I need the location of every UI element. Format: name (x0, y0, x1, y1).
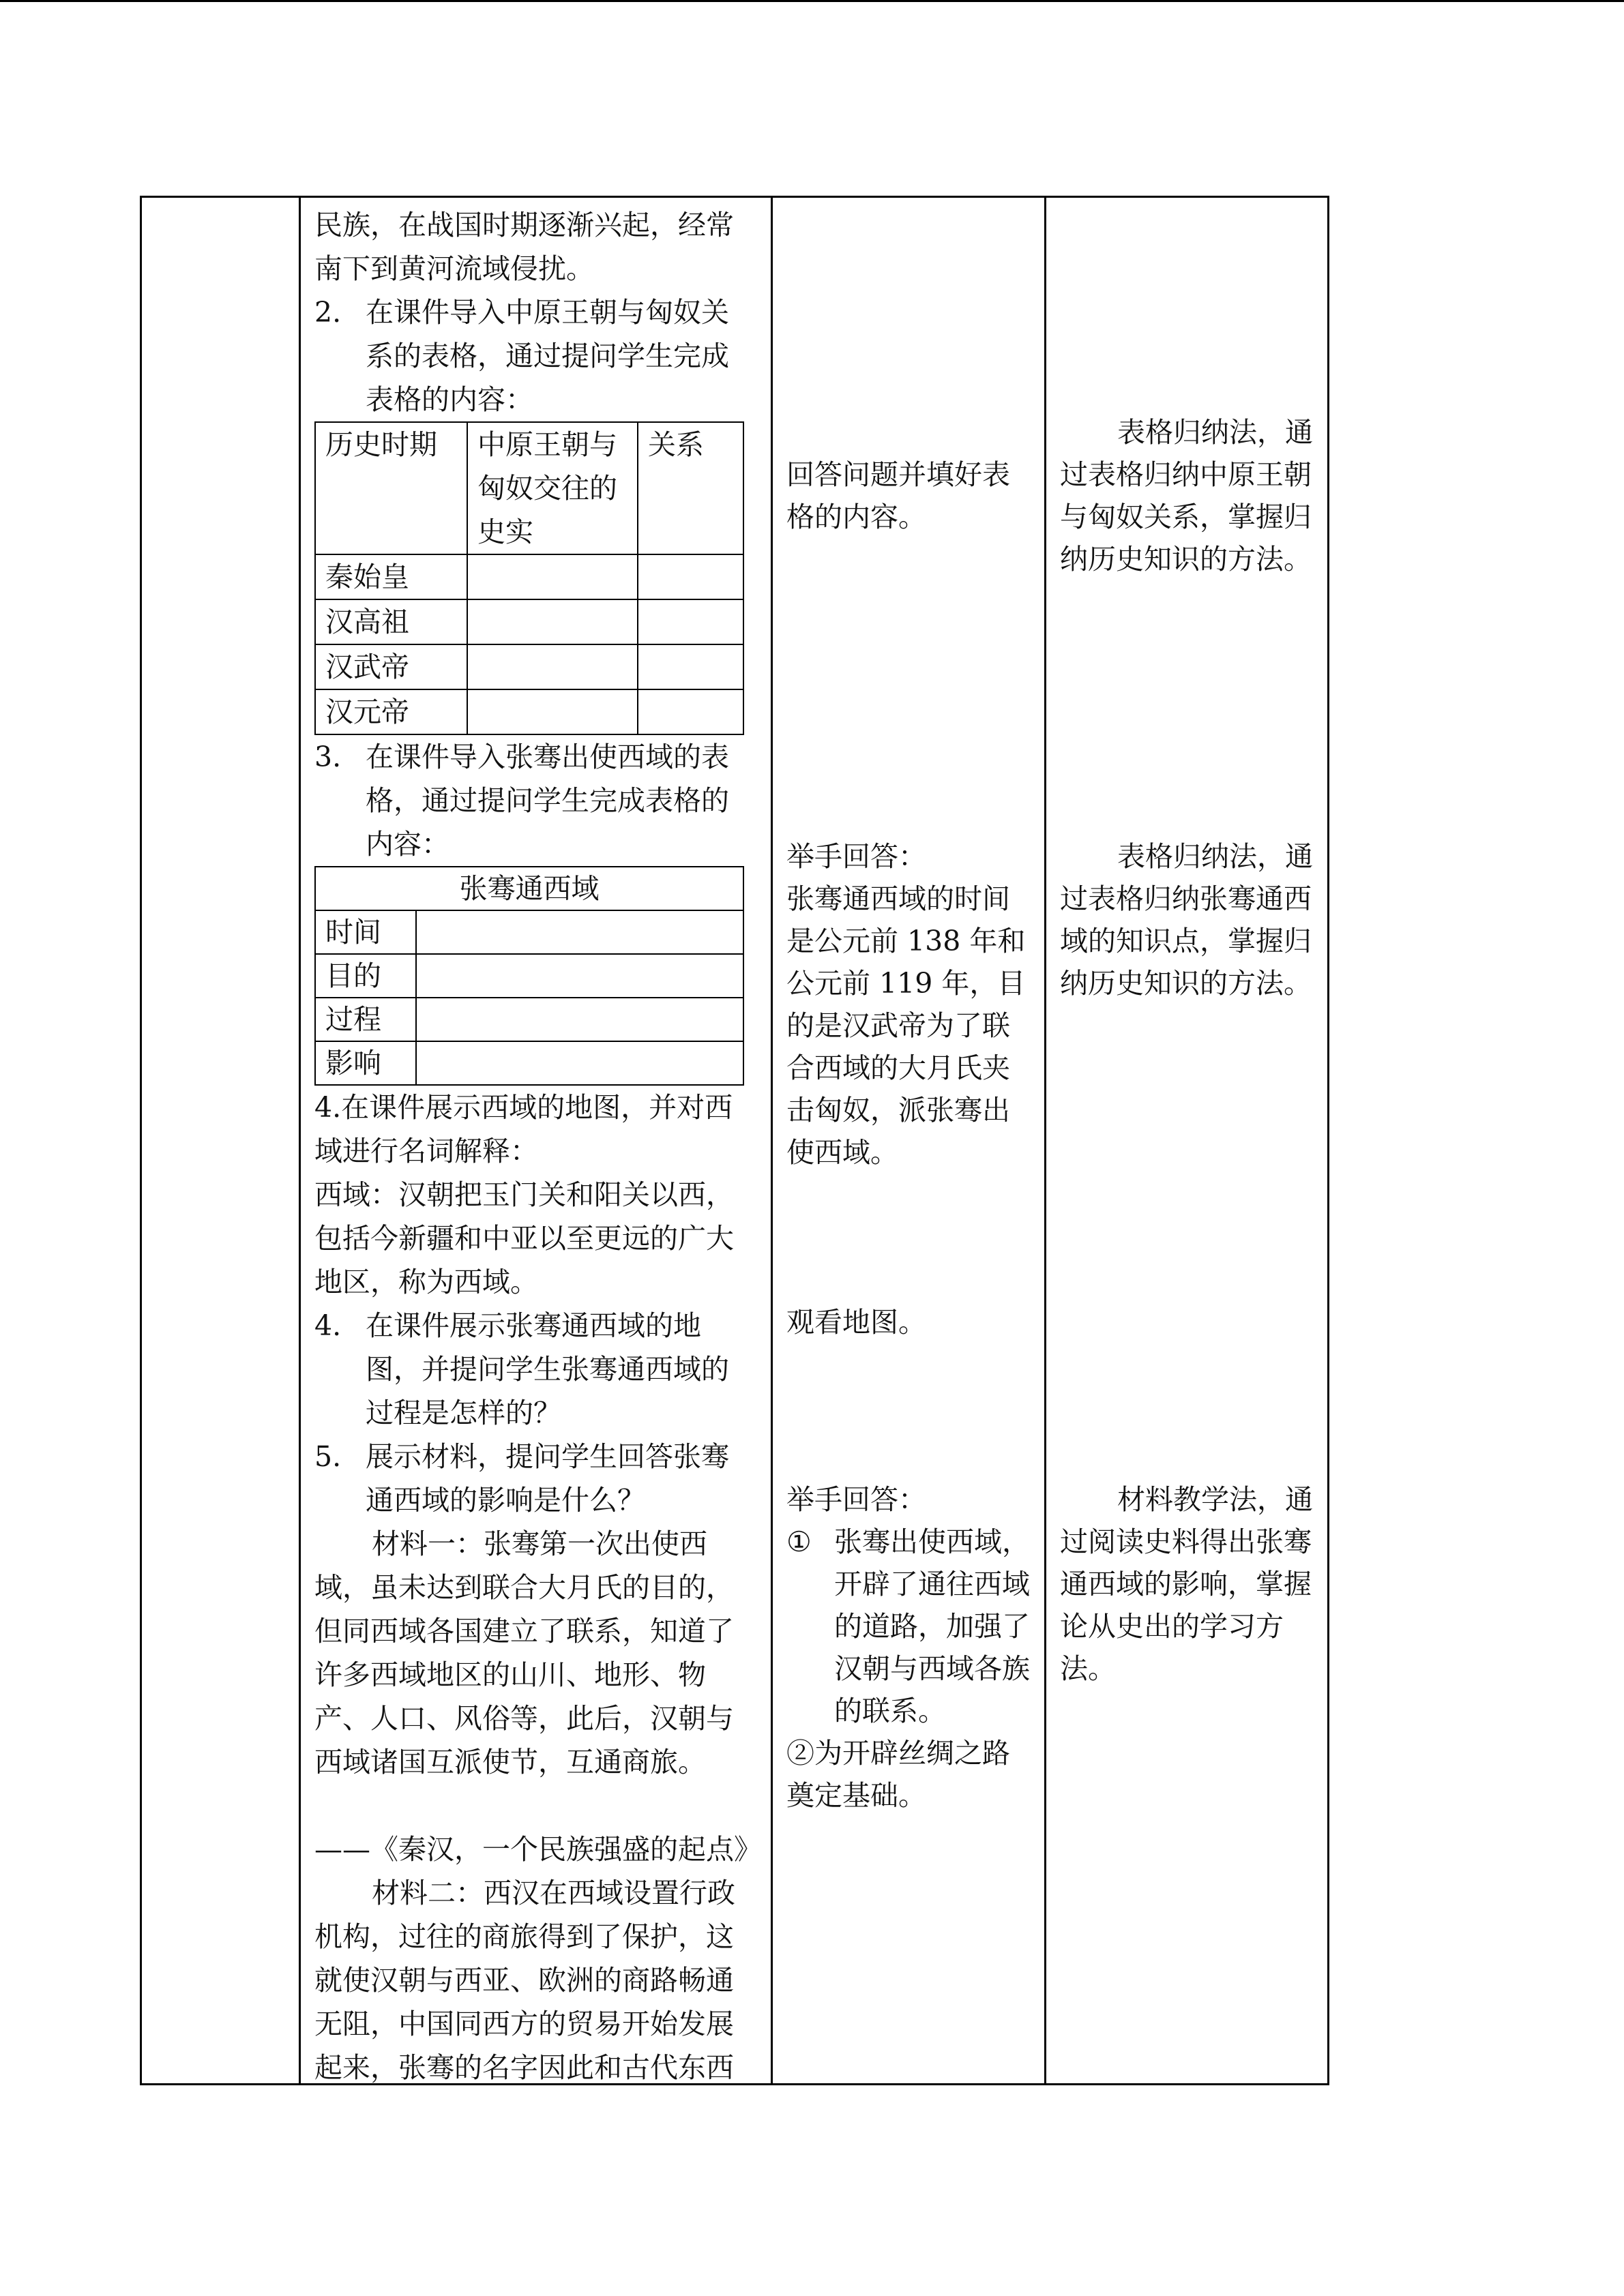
table-row (315, 954, 743, 998)
answer-watch-map: 观看地图。 (786, 1306, 926, 1339)
method-table-xiongnu: 表格归纳法，通过表格归纳中原王朝与匈奴关系，掌握归纳历史知识的方法。 (1060, 416, 1313, 576)
answer-4-item-1-number: ① (786, 1525, 812, 1558)
answer-fill-table: 回答问题并填好表格的内容。 (786, 458, 1010, 533)
intro-line-1: 民族，在战国时期逐渐兴起，经常 (314, 209, 734, 241)
table1-cell (467, 554, 638, 599)
answer-4-item-2-number: ② (786, 1737, 814, 1770)
table-row (315, 910, 743, 954)
table2-cell (416, 998, 743, 1041)
column-divider-1 (299, 198, 301, 2083)
item-2 (314, 290, 737, 421)
column-design-intent (1046, 198, 1327, 2083)
item-3-number: 3. (314, 741, 342, 773)
table-row (315, 1041, 743, 1085)
answer-4-item-1-text: 张骞出使西域，开辟了通往西域的道路，加强了汉朝与西域各族的联系。 (834, 1525, 1030, 1727)
item-3-text: 在课件导入张骞出使西域的表格，通过提问学生完成表格的内容： (366, 741, 729, 861)
table1-cell: 汉武帝 (315, 644, 467, 689)
column-student-activity (773, 198, 1044, 2083)
item-5 (314, 1435, 737, 1522)
table2-cell (416, 1041, 743, 1085)
item-2-number: 2. (314, 296, 342, 329)
method-table-zhangqian: 表格归纳法，通过表格归纳张骞通西域的知识点，掌握归纳历史知识的方法。 (1060, 840, 1313, 1000)
table-row (315, 554, 743, 599)
zhang-qian-table (314, 866, 744, 1086)
xiongnu-relations-table (314, 421, 744, 735)
table1-cell (467, 599, 638, 644)
intro-line-2: 南下到黄河流域侵扰。 (314, 252, 594, 285)
answer-4-list (786, 1521, 1032, 1817)
table1-cell (638, 644, 743, 689)
table2-label: 影响 (315, 1041, 416, 1085)
list-item (786, 1521, 1032, 1732)
table1-cell (638, 599, 743, 644)
table1-header-period: 历史时期 (315, 422, 467, 554)
item-3 (314, 735, 737, 866)
answer-4-heading: 举手回答： (786, 1483, 926, 1516)
item-4b-text: 在课件展示张骞通西域的地图，并提问学生张骞通西域的过程是怎样的？ (366, 1309, 729, 1429)
answer-2-heading: 举手回答： (786, 840, 926, 873)
item-5-text: 展示材料，提问学生回答张骞通西域的影响是什么？ (366, 1440, 729, 1517)
table1-cell: 汉高祖 (315, 599, 467, 644)
xiyu-definition: 西域：汉朝把玉门关和阳关以西，包括今新疆和中亚以至更远的广大地区，称为西域。 (314, 1178, 734, 1298)
item-4a: 4.在课件展示西域的地图，并对西域进行名词解释： (314, 1091, 733, 1167)
table1-cell: 汉元帝 (315, 689, 467, 734)
table-row (315, 689, 743, 734)
table-row (315, 599, 743, 644)
item-4b-number: 4. (314, 1309, 342, 1342)
material-1: 材料一：张骞第一次出使西域，虽未达到联合大月氏的目的，但同西域各国建立了联系，知道了许多西域地区的山川、地形、物产、人口、风俗等，此后，汉朝与西域诸国互派使节，互通商旅。 (314, 1527, 734, 1778)
table2-label: 过程 (315, 998, 416, 1041)
table1-cell (638, 689, 743, 734)
table1-cell (638, 554, 743, 599)
table-row (315, 644, 743, 689)
material-1-source: ——《秦汉，一个民族强盛的起点》 (314, 1833, 762, 1866)
page-top-rule (0, 0, 1624, 2)
item-5-number: 5. (314, 1440, 342, 1473)
table1-cell (467, 689, 638, 734)
table-row (315, 998, 743, 1041)
item-4b (314, 1304, 737, 1435)
table1-cell: 秦始皇 (315, 554, 467, 599)
table2-title: 张骞通西域 (315, 867, 743, 910)
column-teacher-activity (314, 203, 762, 2089)
table1-header-relation: 关系 (638, 422, 743, 554)
table1-cell (467, 644, 638, 689)
item-2-text: 在课件导入中原王朝与匈奴关系的表格，通过提问学生完成表格的内容： (366, 296, 729, 416)
lesson-plan-table (140, 196, 1329, 2085)
list-item (786, 1732, 1032, 1817)
method-material: 材料教学法，通过阅读史料得出张骞通西域的影响，掌握论从史出的学习方法。 (1060, 1483, 1313, 1685)
table2-cell (416, 910, 743, 954)
answer-2: 张骞通西域的时间是公元前 138 年和公元前 119 年，目的是汉武帝为了联合西域的大月氏夹击匈奴，派张骞出使西域。 (786, 882, 1026, 1169)
answer-4-item-2-text: 为开辟丝绸之路奠定基础。 (786, 1737, 1010, 1812)
table2-label: 目的 (315, 954, 416, 998)
material-2: 材料二：西汉在西域设置行政机构，过往的商旅得到了保护，这就使汉朝与西亚、欧洲的商路畅通无阻，中国同西方的贸易开始发展起来，张骞的名字因此和古代东西 (314, 1877, 735, 2084)
table2-cell (416, 954, 743, 998)
column-stage (142, 198, 299, 2083)
table2-label: 时间 (315, 910, 416, 954)
table1-header-facts: 中原王朝与匈奴交往的史实 (467, 422, 638, 554)
